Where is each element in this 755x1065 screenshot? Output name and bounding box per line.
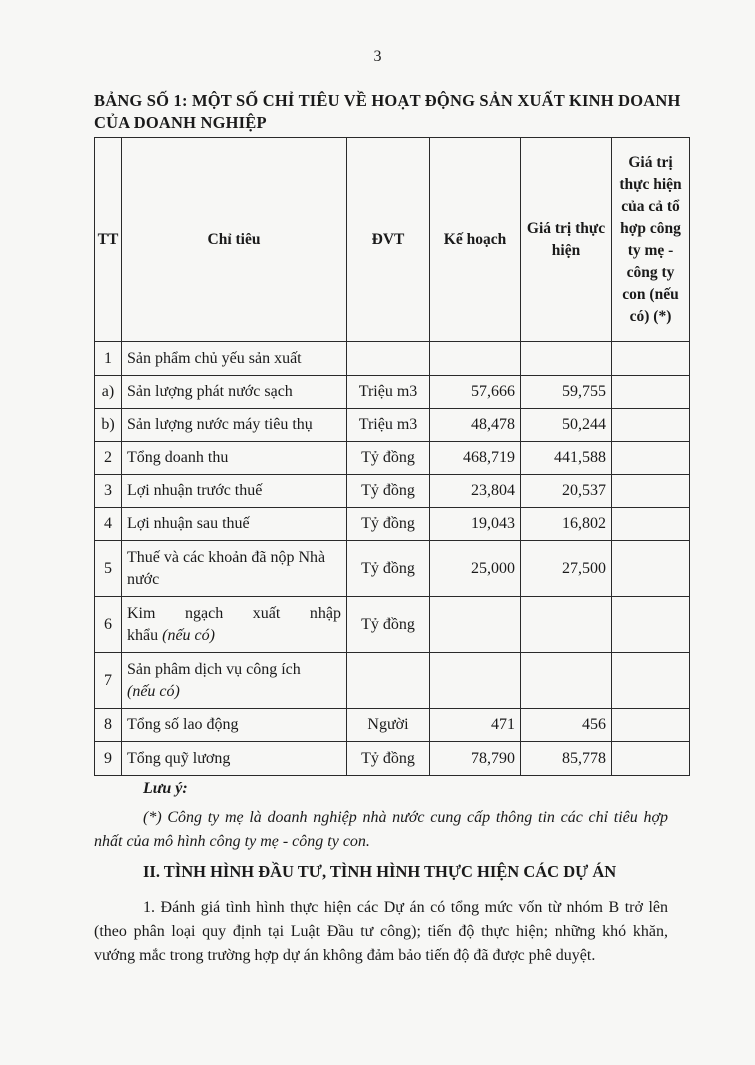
table-title: BẢNG SỐ 1: MỘT SỐ CHỈ TIÊU VỀ HOẠT ĐỘNG SẢN XUẤT KINH DOANH CỦA DOANH NGHIỆP (94, 91, 681, 132)
row-indicator: Lợi nhuận sau thuế (122, 508, 347, 541)
row-group-value (612, 597, 690, 653)
table-header-row (95, 138, 690, 342)
row-indicator: Lợi nhuận trước thuế (122, 475, 347, 508)
note-label: Lưu ý: (143, 780, 188, 797)
row-unit: Tỷ đồng (347, 541, 430, 597)
row-tt: 6 (95, 597, 122, 653)
row-plan (430, 342, 521, 376)
row-tt: 5 (95, 541, 122, 597)
row-tt: 4 (95, 508, 122, 541)
header-unit: ĐVT (347, 138, 430, 342)
row-plan: 19,043 (430, 508, 521, 541)
row-indicator-line1: Kim ngạch xuất nhập (127, 604, 341, 622)
row-tt: 1 (95, 342, 122, 376)
row-tt: 3 (95, 475, 122, 508)
row-indicator: Sản lượng phát nước sạch (122, 376, 347, 409)
section-heading: II. TÌNH HÌNH ĐẦU TƯ, TÌNH HÌNH THỰC HIỆN CÁC DỰ ÁN (143, 862, 617, 881)
table-row (95, 597, 690, 653)
row-indicator-note: (nếu có) (162, 626, 215, 644)
row-actual: 27,500 (521, 541, 612, 597)
row-group-value (612, 709, 690, 742)
row-group-value (612, 376, 690, 409)
row-plan: 25,000 (430, 541, 521, 597)
page-number: 3 (373, 48, 382, 65)
table-row (95, 409, 690, 442)
row-actual (521, 597, 612, 653)
indicators-table (94, 137, 690, 776)
row-group-value (612, 409, 690, 442)
row-unit: Triệu m3 (347, 376, 430, 409)
row-actual: 441,588 (521, 442, 612, 475)
row-indicator-line1: Sản phâm dịch vụ công ích (127, 660, 301, 678)
row-tt: 7 (95, 653, 122, 709)
row-indicator: Tổng doanh thu (122, 442, 347, 475)
row-group-value (612, 541, 690, 597)
row-actual: 59,755 (521, 376, 612, 409)
row-plan: 23,804 (430, 475, 521, 508)
table-row (95, 742, 690, 776)
row-plan (430, 653, 521, 709)
table-row (95, 541, 690, 597)
row-group-value (612, 342, 690, 376)
row-group-value (612, 475, 690, 508)
row-unit: Tỷ đồng (347, 508, 430, 541)
row-actual (521, 342, 612, 376)
section-paragraph: 1. Đánh giá tình hình thực hiện các Dự án có tổng mức vốn từ nhóm B trở lên (theo phân loại quy định tại Luật Đầu tư công); tiến độ thực hiện; những khó khăn, vướng mắc trong trường hợp dự án không đảm bảo tiến độ đã được phê duyệt. (94, 899, 668, 964)
row-tt: 8 (95, 709, 122, 742)
header-group-value: Giá trị thực hiện của cả tổ hợp công ty mẹ - công ty con (nếu có) (*) (612, 138, 690, 342)
row-actual (521, 653, 612, 709)
row-unit: Tỷ đồng (347, 475, 430, 508)
header-actual: Giá trị thực hiện (521, 138, 612, 342)
row-plan: 78,790 (430, 742, 521, 776)
row-actual: 50,244 (521, 409, 612, 442)
row-indicator-note: (nếu có) (127, 682, 180, 700)
row-actual: 20,537 (521, 475, 612, 508)
row-indicator: Thuế và các khoản đã nộp Nhà nước (122, 541, 347, 597)
row-plan: 468,719 (430, 442, 521, 475)
row-unit (347, 342, 430, 376)
row-indicator: Sản phẩm chủ yếu sản xuất (122, 342, 347, 376)
row-unit: Tỷ đồng (347, 442, 430, 475)
row-actual: 85,778 (521, 742, 612, 776)
row-tt: 2 (95, 442, 122, 475)
table-row (95, 508, 690, 541)
row-group-value (612, 742, 690, 776)
row-plan: 57,666 (430, 376, 521, 409)
row-tt: a) (95, 376, 122, 409)
row-indicator: Tổng số lao động (122, 709, 347, 742)
row-group-value (612, 653, 690, 709)
header-tt: TT (95, 138, 122, 342)
row-indicator (122, 597, 347, 653)
row-unit (347, 653, 430, 709)
row-indicator-line2: khẩu (127, 626, 159, 644)
table-row (95, 653, 690, 709)
row-tt: b) (95, 409, 122, 442)
row-unit: Tỷ đồng (347, 597, 430, 653)
row-indicator (122, 653, 347, 709)
table-row (95, 709, 690, 742)
table-row (95, 342, 690, 376)
row-group-value (612, 442, 690, 475)
row-plan (430, 597, 521, 653)
header-plan: Kế hoạch (430, 138, 521, 342)
row-group-value (612, 508, 690, 541)
row-indicator: Tổng quỹ lương (122, 742, 347, 776)
table-row (95, 475, 690, 508)
row-plan: 48,478 (430, 409, 521, 442)
row-actual: 456 (521, 709, 612, 742)
row-unit: Triệu m3 (347, 409, 430, 442)
row-actual: 16,802 (521, 508, 612, 541)
row-tt: 9 (95, 742, 122, 776)
table-row (95, 442, 690, 475)
table-row (95, 376, 690, 409)
row-indicator: Sản lượng nước máy tiêu thụ (122, 409, 347, 442)
row-plan: 471 (430, 709, 521, 742)
row-unit: Tỷ đồng (347, 742, 430, 776)
header-indicator: Chỉ tiêu (122, 138, 347, 342)
note-text: (*) Công ty mẹ là doanh nghiệp nhà nước cung cấp thông tin các chỉ tiêu hợp nhất của mô hình công ty mẹ - công ty con. (94, 809, 668, 850)
row-unit: Người (347, 709, 430, 742)
